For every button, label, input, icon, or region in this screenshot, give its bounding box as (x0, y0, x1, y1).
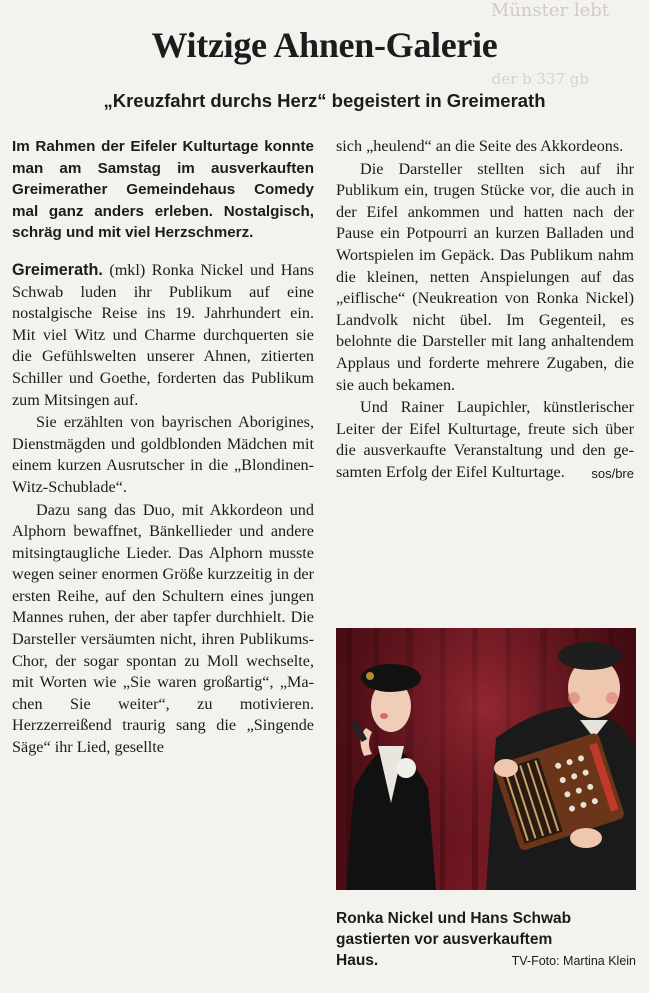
photo-credit: TV-Foto: Martina Klein (511, 954, 636, 968)
article-column-right (336, 136, 634, 484)
stage-performers-illustration (336, 628, 636, 890)
body-paragraph-3-part1: Dazu sang das Duo, mit Akkordeon und Alphorn bewaffnet, Bänkellieder und andere mitsingtaugliche Lieder. Das Alphorn musste wegen seiner enormen Größe kurzzeitig in der ersten Reihe, auf den Schultern eines jungen Mannes ruhen, der aber tapfer durchhielt. Die Darsteller versäumten nicht, ihren Publikums-Chor, der sogar spontan zu Moll wechselte, mit Worten wie „Sie waren großartig“, „Machen Sie weiter“, zu motivieren. Herzzerreißend traurig sang die „Singende Säge“ ihr Lied, gesellte (12, 500, 314, 757)
caption-line-3: Haus. (336, 952, 379, 969)
article-lead: Im Rahmen der Eifeler Kulturtage konnte man am Samstag im ausverkauften Greimerather Gemeindehaus Comedy mal ganz anders erleben. Nostalgisch, schräg und mit viel Herzschmerz. (12, 138, 314, 242)
body-paragraph-1-text: (mkl) Ronka Nickel und Hans Schwab luden ihr Publikum auf eine nostalgische Reise ins 19. Jahrhundert ein. Mit viel Witz und Charme durchquerten sie die Gefühlswelten unserer Ahnen, zitierten Schiller und Goethe, forderten das Publikum zum Mitsingen auf. (12, 260, 314, 409)
author-credit: sos/bre (591, 465, 634, 481)
caption-line-2: gastierten vor ausverkauftem (336, 931, 553, 948)
caption-line-3-row (336, 950, 636, 972)
article-dateline: Greimerath. (12, 260, 103, 279)
body-paragraph-5: Und Rainer Laupichler, künstlerischer Leiter der Eifel Kulturtage, freute sich über die ausverkaufte Veranstaltung und den gesamten Erfolg der Eifel Kulturtage. (336, 398, 634, 481)
body-paragraph-3-part2: sich „heulend“ an die Seite des Akkordeons. (336, 137, 624, 155)
photo-caption (336, 908, 636, 972)
bleed-through-text-2: der b 337 gb (491, 70, 589, 88)
article-photo (336, 628, 636, 890)
body-paragraph-1 (12, 260, 314, 411)
article-column-left (12, 136, 314, 759)
bleed-through-text: Münster lebt (490, 0, 609, 21)
caption-line-1: Ronka Nickel und Hans Schwab (336, 910, 572, 927)
body-paragraph-4: Die Darsteller stellten sich auf ihr Publikum ein, trugen Stücke vor, die auch in der Eifel ankommen und hatten nach der Pause ein Potpourri an kurzen Balladen und Wortspielen im Gepäck. Das Publikum nahm die kleinen, netten Anspielungen auf das „eiflische“ (Neukreation von Ronka Nickel) Landvolk nicht übel. Im Gegenteil, es belohnte die Darsteller mit lang anhaltendem Applaus und forderte mehrere Zugaben, die sie auch bekamen. (336, 159, 634, 394)
article-headline: Witzige Ahnen-Galerie (151, 25, 498, 65)
article-subheadline: „Kreuzfahrt durchs Herz“ begeistert in Greimerath (103, 90, 546, 111)
body-paragraph-2: Sie erzählten von bayrischen Aborigines, Dienstmägden und goldblonden Mädchen mit einem kurzen Ausrutscher in die „Blondinen-Witz-Schublade“. (12, 413, 314, 496)
